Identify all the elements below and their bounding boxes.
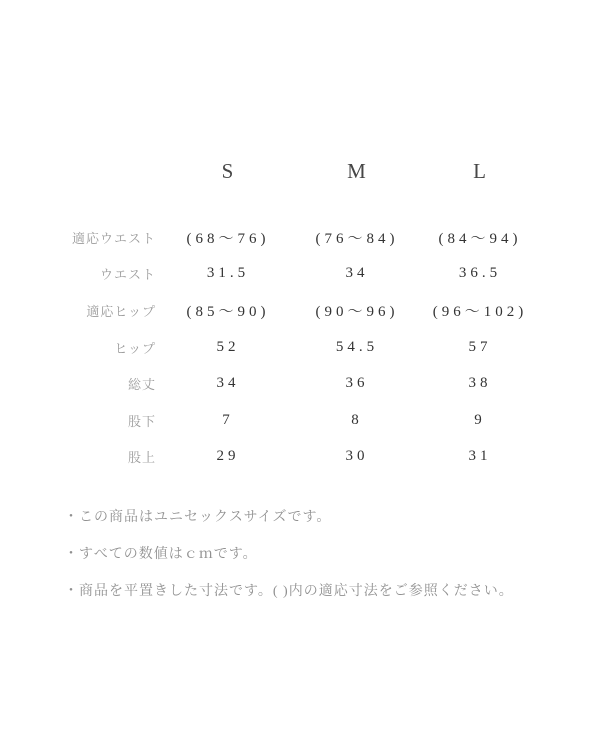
cell-waist-s: 31.5 bbox=[206, 265, 250, 282]
cell-fit-hip-l: (96〜102) bbox=[432, 303, 528, 320]
cell-total-length-m: 36 bbox=[345, 375, 369, 392]
cell-fit-waist-m: (76〜84) bbox=[315, 230, 399, 247]
row-label-fit-hip: 適応ヒップ bbox=[86, 303, 156, 319]
cell-rise-l: 31 bbox=[468, 448, 492, 465]
row-label-fit-waist: 適応ウエスト bbox=[71, 230, 156, 246]
cell-inseam-s: 7 bbox=[222, 411, 234, 428]
cell-inseam-l: 9 bbox=[474, 411, 486, 428]
cell-hip-m: 54.5 bbox=[335, 338, 379, 355]
cell-rise-m: 30 bbox=[345, 448, 369, 465]
cell-fit-hip-m: (90〜96) bbox=[315, 303, 399, 320]
note-flat-measurement: ・商品を平置きした寸法です。( )内の適応寸法をご参照ください。 bbox=[64, 584, 514, 599]
cell-fit-waist-s: (68〜76) bbox=[186, 230, 270, 247]
notes-list bbox=[64, 499, 584, 610]
row-label-waist: ウエスト bbox=[99, 267, 156, 283]
row-label-hip: ヒップ bbox=[114, 340, 156, 356]
cell-total-length-s: 34 bbox=[216, 375, 240, 392]
cell-total-length-l: 38 bbox=[468, 375, 492, 392]
note-unit-cm: ・すべての数値はｃｍです。 bbox=[64, 547, 258, 562]
row-label-rise: 股上 bbox=[127, 450, 156, 466]
size-column-header-l: L bbox=[473, 158, 487, 183]
cell-waist-l: 36.5 bbox=[458, 265, 502, 282]
row-label-inseam: 股下 bbox=[127, 413, 156, 429]
cell-fit-hip-s: (85〜90) bbox=[186, 303, 270, 320]
size-column-header-s: S bbox=[221, 158, 235, 183]
cell-hip-s: 52 bbox=[216, 338, 240, 355]
size-chart-table bbox=[0, 219, 546, 475]
size-column-header-m: M bbox=[347, 158, 367, 183]
cell-inseam-m: 8 bbox=[351, 411, 363, 428]
cell-hip-l: 57 bbox=[468, 338, 492, 355]
size-chart-header-row bbox=[0, 150, 546, 192]
cell-fit-waist-l: (84〜94) bbox=[438, 230, 522, 247]
cell-rise-s: 29 bbox=[216, 448, 240, 465]
cell-waist-m: 34 bbox=[345, 265, 369, 282]
row-label-total-length: 総丈 bbox=[127, 377, 156, 393]
note-unisex-size: ・この商品はユニセックスサイズです。 bbox=[64, 510, 332, 525]
